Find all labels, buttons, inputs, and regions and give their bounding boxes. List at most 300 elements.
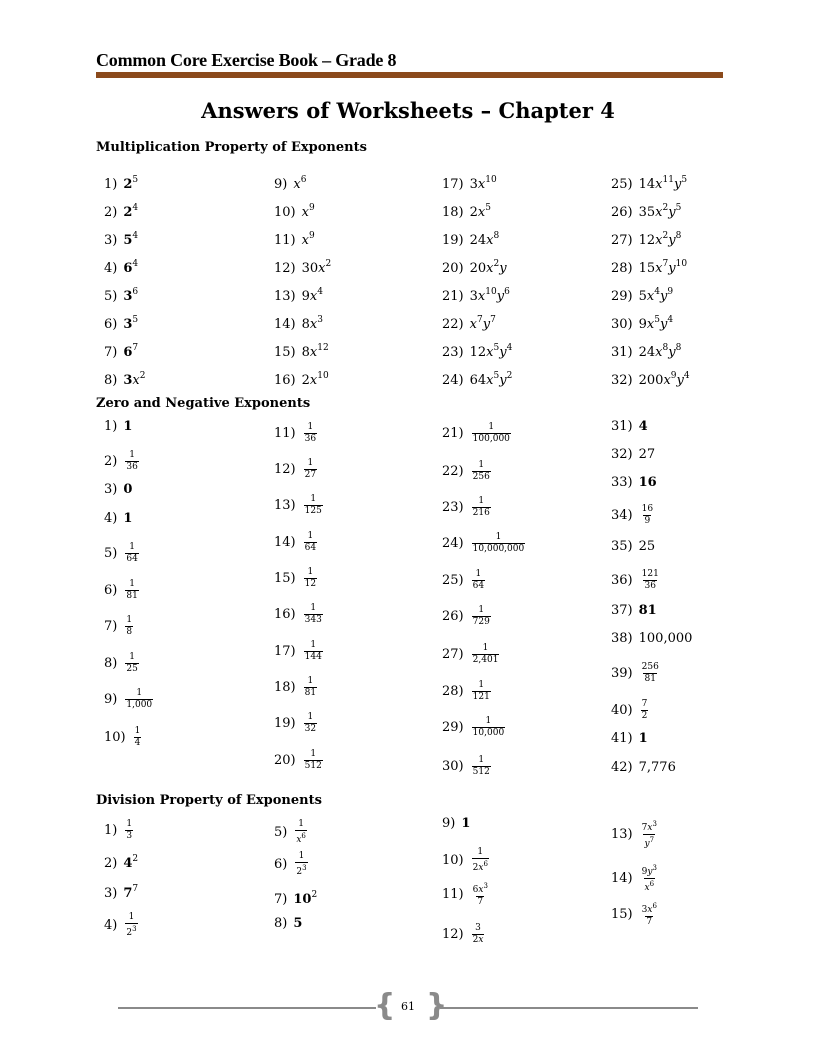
answer-item [611, 603, 657, 619]
answer-value: 200 [638, 373, 664, 388]
answer-value: 4 [638, 419, 648, 434]
answer-variable: x [655, 233, 663, 248]
section-title-multiplication: Multiplication Property of Exponents [96, 140, 367, 155]
answer-item [274, 640, 323, 663]
answer-fraction: $\frac{16}{9}$ [641, 504, 654, 526]
answer-exponent: 10 [485, 175, 497, 185]
answer-number: 6) [274, 857, 288, 872]
answer-item [442, 284, 510, 305]
answer-item [274, 567, 317, 590]
answer-item [274, 458, 317, 481]
answer-number: 28) [611, 261, 633, 276]
answer-item [104, 688, 153, 711]
answer-value: 25 [638, 539, 656, 554]
answer-fraction: $\frac{1}{81}$ [304, 676, 317, 698]
answer-fraction: $\frac{1}{1,000}$ [126, 688, 153, 710]
answer-exponent: 12 [317, 343, 329, 353]
answer-variable: y [668, 233, 676, 248]
answer-variable: x [486, 261, 494, 276]
answer-item [104, 542, 139, 565]
answer-fraction: $\frac{1}{256}$ [472, 460, 490, 482]
answer-variable: y [659, 317, 668, 332]
answer-item [274, 676, 317, 699]
answer-number: 22) [442, 464, 464, 479]
answer-value: 24 [638, 345, 656, 360]
answer-value: 4 [123, 856, 133, 871]
answer-number: 4) [104, 918, 118, 933]
answer-value: 5 [293, 916, 303, 931]
answer-value: 27 [638, 447, 656, 462]
answer-item [442, 340, 512, 361]
answer-number: 5) [104, 546, 118, 561]
answer-value: 5 [638, 289, 647, 304]
answer-fraction: $\frac{1}{36}$ [126, 450, 138, 472]
answer-number: 6) [104, 317, 118, 332]
answer-exponent: 9 [670, 371, 677, 381]
answer-fraction: $\frac{7x^3}{y^7}$ [641, 820, 657, 849]
answer-fraction: $\frac{1}{125}$ [304, 494, 322, 516]
answer-variable: y [496, 289, 505, 304]
answer-item [611, 731, 648, 747]
answer-fraction: $\frac{7}{2}$ [641, 699, 648, 721]
answer-item [611, 569, 660, 592]
answer-exponent: 2 [662, 231, 669, 241]
answer-item [611, 340, 681, 361]
answer-exponent: 2 [325, 259, 332, 269]
answer-exponent: 4 [132, 231, 139, 241]
answer-item [442, 496, 491, 519]
answer-item [104, 172, 138, 193]
answer-number: 13) [274, 498, 296, 513]
answer-number: 12) [274, 462, 296, 477]
answer-item [274, 494, 323, 517]
answer-value: 1 [123, 419, 133, 434]
answer-item [611, 228, 681, 249]
answer-number: 7) [104, 619, 118, 634]
answer-variable: x [309, 345, 318, 360]
answer-number: 3) [104, 482, 118, 497]
answer-number: 15) [274, 571, 296, 586]
answer-fraction: $\frac{1}{x^6}$ [296, 819, 306, 845]
answer-variable: x [655, 177, 663, 192]
answer-item [442, 200, 491, 221]
answer-exponent: 10 [485, 287, 497, 297]
answer-item [104, 482, 132, 498]
answer-item [274, 172, 306, 193]
answer-item [104, 912, 138, 939]
answer-item [274, 851, 308, 878]
answer-item [104, 881, 138, 902]
answer-number: 33) [611, 475, 633, 490]
answer-value: 10 [293, 892, 312, 907]
answer-item [104, 652, 139, 675]
answer-fraction: $\frac{3}{2x}$ [472, 923, 484, 945]
answer-number: 25) [611, 177, 633, 192]
answer-exponent: 9 [308, 203, 315, 213]
answer-fraction: $\frac{9y^3}{x^6}$ [641, 864, 657, 893]
answer-number: 18) [274, 680, 296, 695]
answer-exponent: 9 [667, 287, 674, 297]
answer-exponent: 4 [317, 287, 323, 297]
answer-number: 7) [274, 892, 288, 907]
answer-item [442, 422, 511, 445]
answer-number: 5) [274, 825, 288, 840]
answer-item [274, 712, 317, 735]
answer-exponent: 5 [485, 203, 491, 213]
answer-fraction: $\frac{1}{343}$ [304, 603, 322, 625]
answer-fraction: $\frac{1}{2^3}$ [126, 912, 137, 938]
answer-variable: x [309, 289, 318, 304]
answer-value: 3 [123, 317, 133, 332]
answer-exponent: 11 [662, 175, 674, 185]
answer-exponent: 6 [132, 287, 139, 297]
answer-variable: x [477, 177, 486, 192]
answer-value: 5 [123, 233, 133, 248]
answer-fraction: $\frac{1}{512}$ [304, 749, 322, 771]
answer-value: 35 [638, 205, 656, 220]
answer-variable: y [499, 373, 507, 388]
answer-fraction: $\frac{1}{121}$ [472, 680, 490, 702]
answer-value: 7,776 [638, 760, 676, 775]
answer-item [442, 460, 491, 483]
answer-item [104, 284, 138, 305]
answer-number: 29) [611, 289, 633, 304]
answer-number: 40) [611, 703, 633, 718]
answer-number: 19) [274, 716, 296, 731]
answer-fraction: $\frac{1}{10,000,000}$ [472, 532, 525, 554]
answer-fraction: $\frac{1}{12}$ [304, 567, 317, 589]
answer-item [442, 368, 512, 389]
answer-item [442, 881, 489, 908]
answer-exponent: 10 [317, 371, 329, 381]
footer-rule-left [118, 1007, 376, 1009]
answer-item [442, 923, 484, 946]
section-title-zero-negative: Zero and Negative Exponents [96, 396, 311, 411]
page-number: 61 [401, 1000, 415, 1013]
answer-value: 64 [469, 373, 487, 388]
answer-item [442, 172, 497, 193]
answer-exponent: 2 [506, 371, 513, 381]
answer-value: 1 [123, 511, 133, 526]
answer-number: 2) [104, 856, 118, 871]
answer-item [104, 851, 138, 872]
answer-item [442, 755, 491, 778]
answer-fraction: $\frac{1}{2,401}$ [472, 643, 499, 665]
answer-number: 15) [274, 345, 296, 360]
answer-item [442, 256, 507, 277]
answer-value: 3 [123, 289, 133, 304]
answer-fraction: $\frac{1}{64}$ [472, 569, 485, 591]
answer-number: 3) [104, 233, 118, 248]
answer-fraction: $\frac{1}{3}$ [126, 819, 133, 841]
answer-number: 23) [442, 345, 464, 360]
answer-fraction: $\frac{1}{64}$ [126, 542, 138, 564]
answer-number: 37) [611, 603, 633, 618]
answer-exponent: 2 [139, 371, 146, 381]
answer-item [104, 615, 133, 638]
footer-brace-right: } [426, 988, 448, 1023]
answer-value: 15 [638, 261, 656, 276]
answer-item [611, 901, 658, 928]
answer-item [442, 643, 499, 666]
page-title: Answers of Worksheets – Chapter 4 [201, 98, 615, 123]
answer-fraction: $\frac{1}{2x^6}$ [472, 847, 488, 873]
answer-number: 26) [442, 609, 464, 624]
answer-number: 41) [611, 731, 633, 746]
answer-fraction: $\frac{1}{144}$ [304, 640, 322, 662]
answer-number: 32) [611, 373, 633, 388]
answer-number: 16) [274, 607, 296, 622]
answer-number: 11) [442, 887, 464, 902]
answer-value: 2 [123, 205, 133, 220]
answer-item [611, 662, 660, 685]
answer-number: 36) [611, 573, 633, 588]
answer-exponent: 5 [681, 175, 688, 185]
answer-variable: x [486, 233, 494, 248]
answer-item [274, 284, 323, 305]
answer-item [442, 816, 470, 832]
answer-exponent: 7 [132, 343, 139, 353]
answer-fraction: $\frac{3x^6}{7}$ [641, 902, 657, 927]
answer-number: 7) [104, 345, 118, 360]
answer-exponent: 8 [662, 343, 669, 353]
answer-item [274, 256, 331, 277]
answer-number: 27) [442, 647, 464, 662]
answer-exponent: 4 [132, 203, 139, 213]
answer-item [104, 819, 133, 842]
answer-value: 9 [301, 289, 310, 304]
answer-number: 12) [442, 927, 464, 942]
answer-fraction: $\frac{1}{729}$ [472, 605, 490, 627]
answer-item [442, 847, 489, 874]
answer-value: 12 [469, 345, 487, 360]
answer-value: 100,000 [638, 631, 693, 646]
answer-variable: x [663, 373, 671, 388]
answer-exponent: 8 [675, 343, 682, 353]
footer-brace-left: { [374, 988, 396, 1023]
answer-variable: y [668, 261, 676, 276]
answer-number: 8) [104, 373, 118, 388]
answer-item [104, 450, 139, 473]
answer-item [442, 312, 496, 333]
answer-value: 9 [638, 317, 647, 332]
answer-exponent: 2 [132, 854, 139, 864]
answer-number: 35) [611, 539, 633, 554]
answer-number: 3) [104, 886, 118, 901]
answer-value: 14 [638, 177, 656, 192]
answer-item [274, 228, 315, 249]
answer-item [611, 863, 658, 894]
answer-exponent: 5 [675, 203, 682, 213]
answer-number: 1) [104, 823, 118, 838]
answer-item [611, 699, 648, 722]
answer-number: 30) [611, 317, 633, 332]
answer-number: 26) [611, 205, 633, 220]
answer-value: 30 [301, 261, 319, 276]
answer-fraction: $\frac{1}{8}$ [126, 615, 133, 637]
answer-variable: x [486, 345, 494, 360]
answer-variable: x [469, 317, 477, 332]
answer-exponent: 7 [662, 259, 669, 269]
answer-value: 20 [469, 261, 487, 276]
answer-exponent: 4 [506, 343, 513, 353]
answer-number: 21) [442, 426, 464, 441]
answer-item [442, 569, 485, 592]
section-title-division: Division Property of Exponents [96, 793, 322, 808]
answer-number: 16) [274, 373, 296, 388]
answer-item [611, 368, 690, 389]
answer-exponent: 6 [300, 175, 307, 185]
answer-item [611, 475, 657, 491]
answer-fraction: $\frac{1}{32}$ [304, 712, 317, 734]
answer-item [611, 419, 648, 435]
answer-item [104, 256, 138, 277]
answer-item [442, 532, 525, 555]
answer-item [104, 511, 132, 527]
answer-number: 38) [611, 631, 633, 646]
answer-number: 32) [611, 447, 633, 462]
answer-variable: y [659, 289, 668, 304]
answer-fraction: $\frac{1}{100,000}$ [472, 422, 510, 444]
answer-variable: x [655, 205, 663, 220]
answer-item [611, 256, 687, 277]
answer-exponent: 5 [132, 175, 139, 185]
answer-number: 25) [442, 573, 464, 588]
answer-fraction: $\frac{1}{216}$ [472, 496, 490, 518]
answer-fraction: $\frac{1}{4}$ [134, 726, 141, 748]
answer-number: 39) [611, 666, 633, 681]
answer-fraction: $\frac{1}{2^3}$ [296, 851, 307, 877]
answer-item [611, 284, 673, 305]
answer-variable: y [673, 177, 682, 192]
answer-value: 2 [301, 373, 310, 388]
answer-variable: y [499, 261, 507, 276]
answer-item [274, 887, 317, 908]
answer-number: 27) [611, 233, 633, 248]
answer-exponent: 9 [308, 231, 315, 241]
book-header-title: Common Core Exercise Book – Grade 8 [96, 50, 397, 70]
answer-number: 8) [274, 916, 288, 931]
answer-number: 31) [611, 419, 633, 434]
answer-number: 29) [442, 720, 464, 735]
answer-number: 8) [104, 656, 118, 671]
answer-item [104, 726, 141, 749]
answer-value: 2 [469, 205, 478, 220]
answer-number: 20) [442, 261, 464, 276]
answer-variable: x [132, 373, 140, 388]
answer-number: 30) [442, 759, 464, 774]
answer-number: 2) [104, 205, 118, 220]
answer-value: 8 [301, 317, 310, 332]
answer-variable: x [301, 233, 309, 248]
answer-item [274, 531, 317, 554]
answer-item [104, 579, 139, 602]
answer-exponent: 4 [654, 287, 660, 297]
footer-rule-right [440, 1007, 698, 1009]
answer-value: 1 [461, 816, 471, 831]
answer-number: 24) [442, 373, 464, 388]
answer-number: 18) [442, 205, 464, 220]
answer-fraction: $\frac{6x^3}{7}$ [472, 882, 488, 907]
answer-number: 19) [442, 233, 464, 248]
answer-variable: x [309, 317, 318, 332]
answer-exponent: 5 [132, 315, 139, 325]
answer-number: 13) [274, 289, 296, 304]
answer-fraction: $\frac{256}{81}$ [641, 662, 659, 684]
answer-item [274, 422, 317, 445]
answer-value: 3 [469, 177, 478, 192]
answer-fraction: $\frac{1}{25}$ [126, 652, 138, 674]
answer-exponent: 7 [476, 315, 483, 325]
answer-number: 24) [442, 536, 464, 551]
answer-variable: x [655, 345, 663, 360]
answer-number: 9) [442, 816, 456, 831]
answer-variable: x [301, 205, 309, 220]
answer-value: 7 [123, 886, 133, 901]
answer-value: 0 [123, 482, 133, 497]
answer-value: 1 [638, 731, 648, 746]
answer-fraction: $\frac{1}{81}$ [126, 579, 138, 601]
answer-variable: x [486, 373, 494, 388]
answer-variable: x [293, 177, 301, 192]
answer-fraction: $\frac{1}{27}$ [304, 458, 317, 480]
answer-item [442, 716, 505, 739]
answer-fraction: $\frac{1}{36}$ [304, 422, 317, 444]
answer-exponent: 5 [493, 371, 500, 381]
answer-number: 17) [442, 177, 464, 192]
answer-item [104, 312, 138, 333]
answer-item [274, 312, 323, 333]
answer-value: 2 [123, 177, 133, 192]
answer-item [274, 916, 302, 932]
answer-value: 6 [123, 345, 133, 360]
header-rule [96, 72, 723, 78]
answer-number: 11) [274, 426, 296, 441]
answer-item [611, 819, 658, 850]
answer-number: 14) [274, 535, 296, 550]
answer-number: 28) [442, 684, 464, 699]
answer-exponent: 7 [490, 315, 496, 325]
answer-number: 21) [442, 289, 464, 304]
answer-item [104, 419, 132, 435]
answer-item [611, 760, 676, 776]
answer-item [611, 631, 692, 647]
answer-value: 3 [469, 289, 478, 304]
answer-exponent: 5 [654, 315, 660, 325]
answer-item [442, 228, 499, 249]
answer-exponent: 7 [132, 884, 139, 894]
answer-item [611, 200, 681, 221]
answer-number: 31) [611, 345, 633, 360]
answer-item [611, 172, 687, 193]
answer-value: 12 [638, 233, 656, 248]
answer-number: 2) [104, 454, 118, 469]
answer-number: 10) [274, 205, 296, 220]
answer-number: 1) [104, 177, 118, 192]
answer-number: 42) [611, 760, 633, 775]
answer-value: 24 [469, 233, 487, 248]
answer-item [442, 605, 491, 628]
answer-number: 5) [104, 289, 118, 304]
answer-number: 4) [104, 261, 118, 276]
answer-variable: y [668, 205, 676, 220]
answer-item [611, 504, 654, 527]
answer-item [611, 447, 655, 463]
answer-variable: x [646, 289, 655, 304]
answer-variable: x [646, 317, 655, 332]
answer-exponent: 6 [504, 287, 510, 297]
answer-exponent: 8 [493, 231, 500, 241]
